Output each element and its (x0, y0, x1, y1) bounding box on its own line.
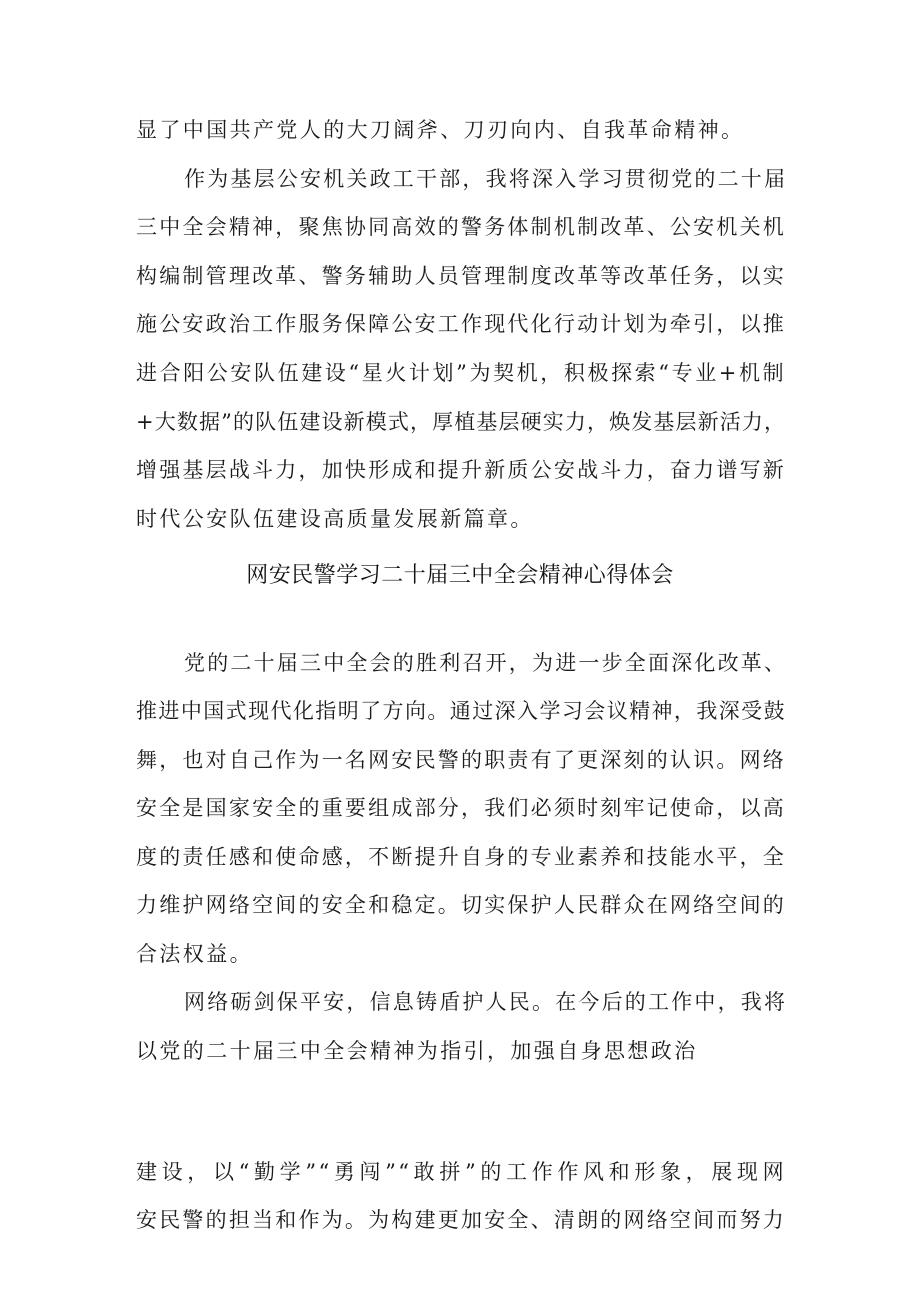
paragraph-line: 推进中国式现代化指明了方向。通过深入学习会议精神，我深受鼓 (136, 699, 786, 723)
paragraph-line: 安民警的担当和作为。为构建更加安全、清朗的网络空间而努力 (136, 1208, 786, 1232)
paragraph-line: 增强基层战斗力，加快形成和提升新质公安战斗力，奋力谱写新 (136, 458, 786, 482)
paragraph-line: 进合阳公安队伍建设“星火计划”为契机，积极探索“专业+机制 (136, 361, 786, 385)
paragraph-line: 舞，也对自己作为一名网安民警的职责有了更深刻的认识。网络 (136, 748, 786, 772)
paragraph-line: 党的二十届三中全会的胜利召开，为进一步全面深化改革、 (184, 651, 788, 675)
paragraph-line: 以党的二十届三中全会精神为指引，加强自身思想政治 (136, 1039, 698, 1063)
article-heading: 网安民警学习二十届三中全会精神心得体会 (246, 563, 674, 588)
paragraph-line: 力维护网络空间的安全和稳定。切实保护人民群众在网络空间的 (136, 893, 786, 917)
paragraph-line: 作为基层公安机关政工干部，我将深入学习贯彻党的二十届 (184, 167, 788, 191)
paragraph-line: 显了中国共产党人的大刀阔斧、刀刃向内、自我革命精神。 (136, 118, 745, 142)
paragraph-line: 建设，以“勤学”“勇闯”“敢拼”的工作作风和形象，展现网 (136, 1160, 786, 1184)
paragraph-line: 安全是国家安全的重要组成部分，我们必须时刻牢记使命，以高 (136, 796, 786, 820)
paragraph-line: 网络砺剑保平安，信息铸盾护人民。在今后的工作中，我将 (184, 990, 788, 1014)
paragraph-line: 合法权益。 (136, 942, 253, 966)
paragraph-line: 度的责任感和使命感，不断提升自身的专业素养和技能水平，全 (136, 845, 786, 869)
paragraph-line: 构编制管理改革、警务辅助人员管理制度改革等改革任务，以实 (136, 264, 786, 288)
paragraph-line: 施公安政治工作服务保障公安工作现代化行动计划为牵引，以推 (136, 312, 786, 336)
paragraph-line: 三中全会精神，聚焦协同高效的警务体制机制改革、公安机关机 (136, 215, 786, 239)
paragraph-line: +大数据”的队伍建设新模式，厚植基层硬实力，焕发基层新活力， (136, 410, 786, 434)
paragraph-line: 时代公安队伍建设高质量发展新篇章。 (136, 507, 534, 531)
